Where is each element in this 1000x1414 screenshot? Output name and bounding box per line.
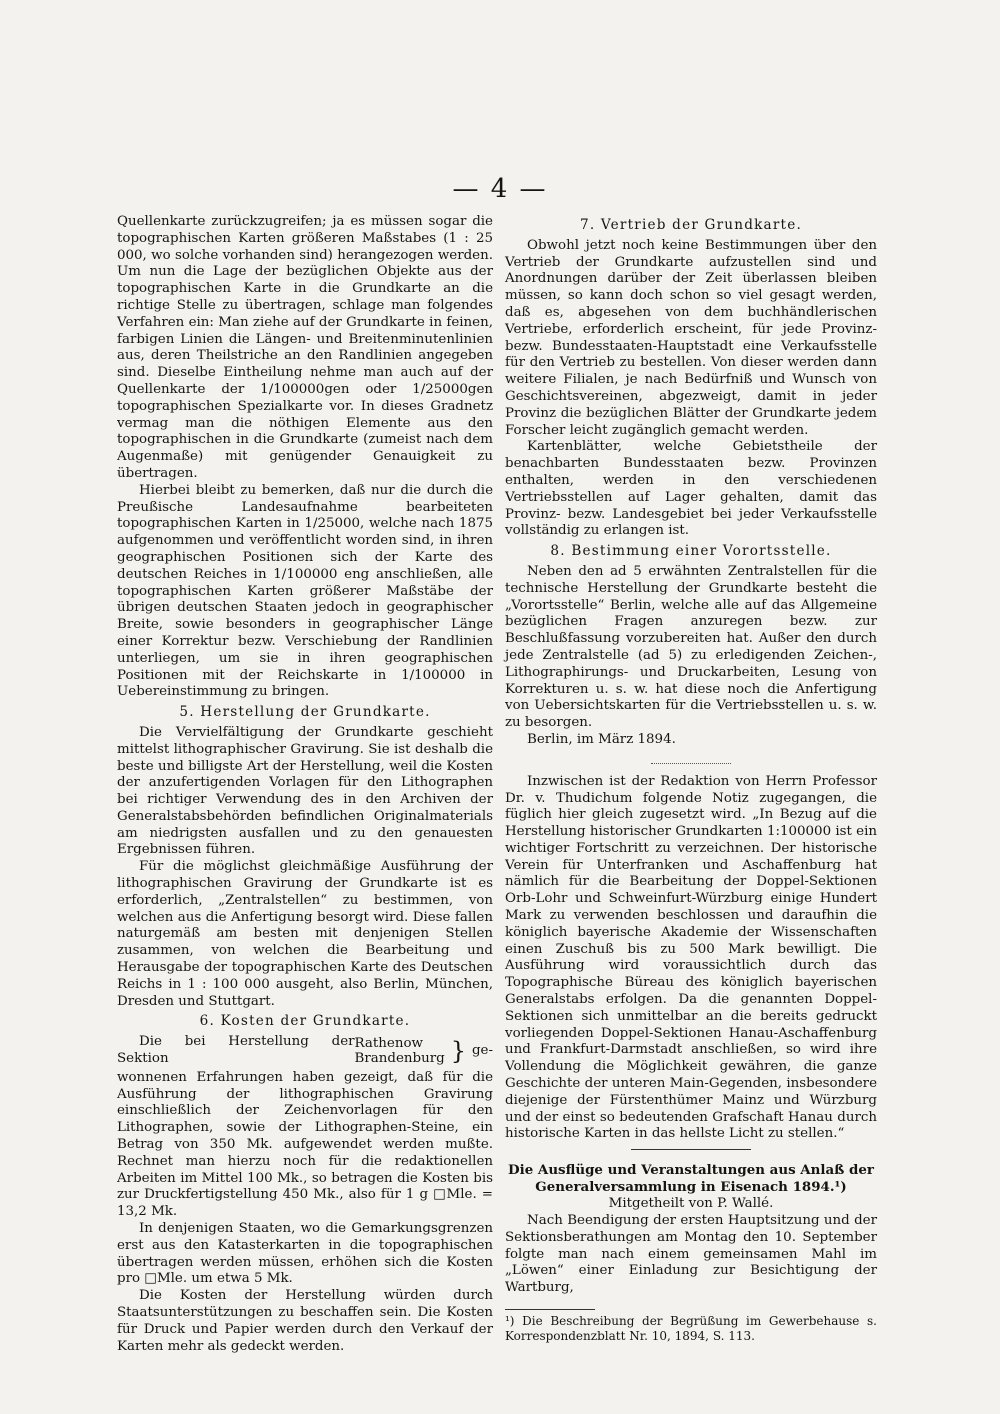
brace: } <box>450 1037 466 1066</box>
paragraph: Neben den ad 5 erwähnten Zentralstellen für die technische Herstellung der Grundkarte besteht die „Vorortsstelle“ Berlin, welche alle auf das Allgemeine bezüglichen Fragen anzuregen bezw. zur Beschlußfassung vorzubereiten hat. Außer den durch jede Zentralstelle (ad 5) zu erledigenden Zeichen-, Lithographirungs- und Druckarbeiten, Lesung von Korrekturen u. s. w. hat diese noch die Anfertigung von Uebersichtskarten für die Vertriebsstellen u. s. w. zu besorgen. <box>505 563 877 731</box>
left-column <box>117 214 493 1355</box>
paragraph: Obwohl jetzt noch keine Bestimmungen über den Vertrieb der Grundkarte aufzustellen sind und Anordnungen darüber der Zeit überlassen bleiben müssen, so kann doch schon so viel gesagt werden, daß es, abgesehen von dem buchhändlerischen Vertriebe, erforderlich erscheint, für jede Provinz- bezw. Bundesstaaten-Hauptstadt eine Verkaufsstelle für den Vertrieb zu bestellen. Von dieser werden dann weitere Filialen, je nach Bedürfniß und Wunsch von Geschichtsvereinen, abgezweigt, damit in jeder Provinz die bezüglichen Blätter der Grundkarte jedem Forscher leicht zugänglich gemacht werden. <box>505 237 877 438</box>
paragraph: Nach Beendigung der ersten Hauptsitzung und der Sektionsberathungen am Montag den 10. September folgte man nach einem gemeinsamen Mahl im „Löwen“ einer Einladung zur Besichtigung der Wartburg, <box>505 1213 877 1296</box>
sektion-name: Brandenburg <box>354 1051 445 1067</box>
paragraph: Die Kosten der Herstellung würden durch Staatsunterstützungen zu beschaffen sein. Die Kosten für Druck und Papier werden durch den Verkauf der Karten mehr als gedeckt werden. <box>117 1288 493 1354</box>
dotted-divider <box>651 763 731 764</box>
paragraph: Kartenblätter, welche Gebietstheile der benachbarten Bundesstaaten bezw. Provinzen enthalten, werden in den verschiedenen Vertriebsstellen auf Lager gehalten, damit das Provinz- bezw. Landesgebiet bei jeder Verkaufsstelle vollständig zu erlangen ist. <box>505 439 877 539</box>
paragraph: In denjenigen Staaten, wo die Gemarkungsgrenzen erst aus den Katasterkarten in die topographischen übertragen werden müssen, erhöhen sich die Kosten pro □Mle. um etwa 5 Mk. <box>117 1221 493 1287</box>
article-byline: Mitgetheilt von P. Wallé. <box>608 1196 774 1212</box>
paragraph: wonnenen Erfahrungen haben gezeigt, daß für die Ausführung der lithographischen Gravirung einschließlich der Zeichenvorlagen für den Lithographen, sowie der Lithographen-Steine, ein Betrag von 350 Mk. aufgewendet werden mußte. Rechnet man hierzu noch für die redaktionellen Arbeiten im Mittel 100 Mk., so betragen die Kosten bis zur Druckfertigstellung 450 Mk., also für 1 g □Mle. = 13,2 Mk. <box>117 1069 493 1220</box>
paragraph: Die Vervielfältigung der Grundkarte geschieht mittelst lithographischer Gravirung. Sie ist deshalb die beste und billigste Art der Herstellung, weil die Kosten der anzufertigenden Vorlagen für den Lithographen bei richtiger Verwendung des in den Archiven der Generalstabsbehörden befindlichen Originalmaterials am niedrigsten ausfallen und zu den genauesten Ergebnissen führen. <box>117 724 493 858</box>
sektion-line <box>117 1034 493 1068</box>
section-heading: 8. Bestimmung einer Vorortsstelle. <box>550 543 832 560</box>
sektion-names <box>355 1036 445 1066</box>
sektion-lead-text: Die bei Herstellung der Sektion <box>117 1034 355 1067</box>
place-date: Berlin, im März 1894. <box>527 731 676 747</box>
paragraph: Hierbei bleibt zu bemerken, daß nur die durch die Preußische Landesaufnahme bearbeiteten topographischen Karten in 1/25000, welche nach 1875 aufgenommen und veröffentlicht worden sind, in ihren geographischen Positionen sich der Karte des deutschen Reiches in 1/100000 eng anschließen, alle topographischen Karten größerer Maßstäbe der übrigen deutschen Staaten jedoch in geographischer Breite, sowie besonders in geographischer Länge einer Korrektur bezw. Verschiebung der Randlinien unterliegen, um sie in ihren geographischen Positionen mit der Reichskarte in 1/100000 in Uebereinstimmung zu bringen. <box>117 482 493 700</box>
paragraph: Für die möglichst gleichmäßige Ausführung der lithographischen Gravirung der Grundkarte ist es erforderlich, „Zentralstellen“ zu bestimmen, von welchen aus die Anfertigung besorgt wird. Diese fallen naturgemäß am besten mit denjenigen Stellen zusammen, von welchen die Bearbeitung und Herausgabe der topographischen Karte des Deutschen Reichs in 1 : 100 000 ausgeht, also Berlin, München, Dresden und Stuttgart. <box>117 859 493 1009</box>
paragraph: Quellenkarte zurückzugreifen; ja es müssen sogar die topographischen Karten größeren Maßstabes (1 : 25 000, wo solche vorhanden sind) herangezogen werden. Um nun die Lage der bezüglichen Objekte aus der topographischen Karte in die Grundkarte an die richtige Stelle zu übertragen, schlage man folgendes Verfahren ein: Man ziehe auf der Grundkarte in feinen, farbigen Linien die Längen- und Breitenminutenlinien aus, deren Theilstriche an den Randlinien angegeben sind. Dieselbe Eintheilung nehme man auch auf der Quellenkarte der 1/100000gen oder 1/25000gen topographischen Spezialkarte vor. In dieses Gradnetz vermag man die nöthigen Elemente aus den topographischen in die Grundkarte (zumeist nach dem Augenmaße) mit genügender Genauigkeit zu übertragen. <box>117 214 493 481</box>
notice-paragraph: Inzwischen ist der Redaktion von Herrn Professor Dr. v. Thudichum folgende Notiz zugegangen, die füglich hier gleich zugesetzt wird. „In Bezug auf die Herstellung historischer Grundkarten 1:100000 ist ein wichtiger Fortschritt zu verzeichnen. Der historische Verein für Unterfranken und Aschaffenburg hat nämlich für die Bearbeitung der Doppel-Sektionen Orb-Lohr und Schweinfurt-Würzburg einige Hundert Mark zu verwenden beschlossen und daraufhin die königlich bayerische Akademie der Wissenschaften einen Zuschuß bis zu 500 Mark bewilligt. Die Ausführung wird voraussichtlich durch das Topographische Büreau des königlich bayerischen Generalstabs erfolgen. Da die genannten Doppel-Sektionen sich unmittelbar an die bereits gedruckt vorliegenden Doppel-Sektionen Hanau-Aschaffenburg und Frankfurt-Darmstadt anschließen, so wird ihre Vollendung die Möglichkeit gewähren, die ganze Geschichte der unteren Main-Gegenden, insbesondere diejenige der Fürstenthümer Mainz und Würzburg und der einst so bedeutenden Grafschaft Hanau durch historische Karten in das hellste Licht zu stellen.“ <box>505 773 877 1142</box>
right-column <box>505 214 877 1344</box>
footnote: ¹) Die Beschreibung der Begrüßung im Gewerbehause s. Korrespondenzblatt Nr. 10, 1894, S. 113. <box>505 1314 877 1344</box>
sektion-name: Rathenow <box>354 1036 423 1052</box>
page-number: — 4 — <box>452 174 548 204</box>
sektion-tail-text: ge- <box>471 1042 493 1058</box>
section-heading: 7. Vertrieb der Grundkarte. <box>580 217 802 233</box>
solid-divider <box>631 1149 751 1150</box>
article-heading: Die Ausflüge und Veranstaltungen aus Anlaß der <box>508 1162 874 1179</box>
section-heading: 6. Kosten der Grundkarte. <box>199 1013 411 1030</box>
article-heading: Generalversammlung in Eisenach 1894.¹) <box>535 1179 847 1196</box>
section-heading: 5. Herstellung der Grundkarte. <box>179 704 431 721</box>
footnote-divider <box>505 1309 595 1310</box>
